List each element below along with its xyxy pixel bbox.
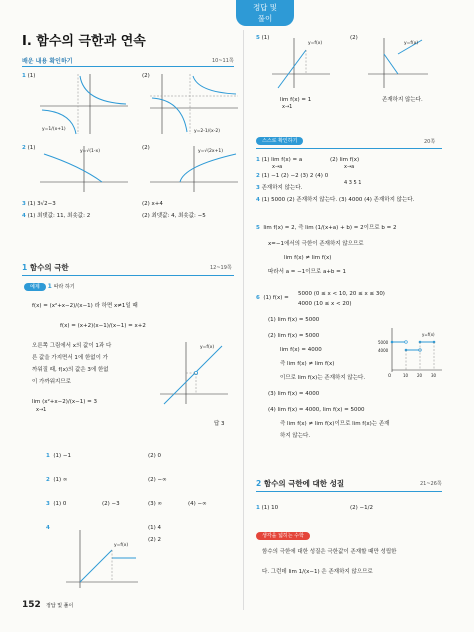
r-q5-graph-b-label: y=f(x) [404,41,419,46]
graph-1-1-label: y=1/(x+1) [42,127,66,132]
q2: 2 (1) ∞ [46,477,68,483]
q1b: (2) 0 [148,453,162,459]
r6-graph-origin: O [388,373,392,378]
r6-l3: lim f(x) = 4000 [280,347,322,353]
r-q5-ans-a: lim f(x) = 1 [280,97,312,103]
example-text-2: 른 값을 가지면서 1에 한없이 가 [32,355,108,361]
q1: 1 (1) −1 [46,453,71,459]
s1: 1 (1) lim f(x) = a [256,157,303,163]
example-f: f(x) = (x²+x−2)/(x−1) 라 하면 x≠1일 때 [32,303,138,309]
self-check-pages: 20쪽 [424,139,436,145]
s3: 3 존재하지 않는다. [256,185,303,191]
r6-l2: (2) lim f(x) = 5000 [268,333,320,339]
s1b-sub: x→a [344,164,355,170]
r5-line2: x=−1에서의 극한이 존재하지 않으므로 [268,241,364,247]
note-line2: 다. 그런데 lim 1/(x−1) 은 존재하지 않으므로 [262,569,373,575]
graph-2-2 [150,144,240,194]
note-line1: 함수의 극한에 대한 성질은 극한값이 존재할 때만 성립한 [262,549,397,555]
example-text-4: 이 가까워지므로 [32,379,71,385]
r-q5: 5 (1) [256,35,270,41]
r-q5b: (2) [350,35,358,41]
r6-graph-label: y=f(x) [422,332,435,337]
r6-head: 6 (1) f(x) = [256,295,289,301]
r5-line3: lim f(x) ≠ lim f(x) [284,255,332,261]
s3-extra: 4 3 5 1 [344,180,362,186]
problem-4b: (2) 최댓값: 4, 최솟값: −5 [142,213,206,219]
q4: 4 [46,525,50,531]
tab-line1: 정답 및 [252,3,278,12]
example-answer: 답 3 [214,421,225,427]
example-graph-label: y=f(x) [200,345,215,350]
r-q5-ans-b: 존재하지 않는다. [382,97,423,103]
r6-l7: (4) lim f(x) = 4000, lim f(x) = 5000 [268,407,365,413]
r6-graph-x2: 20 [417,373,423,378]
r6-l4: 즉 lim f(x) ≠ lim f(x) [280,361,335,367]
problem-2: 2 (1) [22,145,36,151]
problem-1b: (2) [142,73,150,79]
section-1-pages: 12~19쪽 [210,265,232,271]
s1-sub: x→a [272,164,283,170]
r6-graph-x1: 10 [403,373,409,378]
s1b: (2) lim f(x) [330,157,360,163]
section-2-rule [256,491,442,492]
graph-1-2-label: y=2-1/(x-2) [194,129,220,134]
r-q5-ans-a-sub: x→1 [282,104,293,110]
column-divider [243,30,244,610]
section-1-title: 1 함수의 극한 [22,263,69,272]
example-eq: f(x) = (x+2)(x−1)/(x−1) = x+2 [60,323,146,329]
section-tab [236,0,294,26]
r6-graph-y1: 5000 [378,340,389,345]
r5-line4: 따라서 a = −1이므로 a+b = 1 [268,269,347,275]
r-q5-graph-a-label: y=f(x) [308,41,323,46]
chapter-title: I. 함수의 극한과 연속 [22,34,146,49]
q3d: (4) −∞ [188,501,207,507]
r5-line1: 5 lim f(x) = 2, 즉 lim (1/(x+a) + b) = 2이므로 b = 2 [256,225,397,231]
s2: 2 (1) −1 (2) −2 (3) 2 (4) 0 [256,173,329,179]
example-graph [160,340,230,406]
graph-2-1 [40,144,130,194]
graph-2-1-label: y=√(1-x) [80,149,100,154]
s4: 4 (1) 5000 (2) 존재하지 않는다. (3) 4000 (4) 존재하지 않는다. [256,197,415,203]
r6-graph-y2: 4000 [378,348,389,353]
basic-section-title: 배운 내용 확인하기 [22,58,73,65]
r6-l5: 이므로 lim f(x)는 존재하지 않는다. [280,375,366,381]
r6-graph-x3: 30 [431,373,437,378]
graph-1-2 [150,72,240,136]
problem-3: 3 (1) 3√2−3 [22,201,56,207]
graph-2-2-label: y=√(2x+1) [198,149,223,154]
q4-graph [66,528,140,590]
r6-case2: 4000 (10 ≤ x < 20) [298,301,352,307]
q3c: (3) ∞ [148,501,163,507]
problem-1: 1 (1) [22,73,36,79]
self-check-label: 스스로 확인하기 [256,137,303,144]
q4-graph-label: y=f(x) [114,543,129,548]
self-check-rule [256,148,442,149]
tab-line2: 풀이 [257,14,273,23]
q3b: (2) −3 [102,501,120,507]
problem-2b: (2) [142,145,150,151]
section-2-pages: 21~26쪽 [420,481,442,487]
q3: 3 (1) 0 [46,501,67,507]
t1b: (2) −1/2 [350,505,373,511]
r-q5-graph-b [368,36,430,90]
problem-3b: (2) x+4 [142,201,163,207]
r6-l6: (3) lim f(x) = 4000 [268,391,320,397]
q4b: (2) 2 [148,537,162,543]
r6-l1: (1) lim f(x) = 5000 [268,317,320,323]
page-number: 152 [22,600,41,610]
example-result: lim (x²+x−2)/(x−1) = 3 [32,399,97,405]
r6-l8: 즉 lim f(x) ≠ lim f(x)이므로 lim f(x)는 존재 [280,421,390,427]
basic-section-pages: 10~11쪽 [212,58,234,64]
graph-1-1 [40,72,130,136]
example-label: 예제 1 따라 하기 [24,283,75,291]
section-rule [22,66,234,67]
footer-text: 정답 및 풀이 [46,603,74,609]
q4a: (1) 4 [148,525,162,531]
r6-l9: 하지 않는다. [280,433,311,439]
section-2-title: 2 함수의 극한에 대한 성질 [256,479,345,488]
note-label: 생각을 넓히는 수학 [256,532,310,539]
r6-graph [378,326,444,380]
example-text-3: 까워질 때, f(x)의 값은 3에 한없 [32,367,109,373]
example-result-sub: x→1 [36,407,47,413]
t1: 1 (1) 10 [256,505,279,511]
q2b: (2) −∞ [148,477,167,483]
r6-case1: 5000 (0 ≤ x < 10, 20 ≤ x ≤ 30) [298,291,385,297]
section-1-rule [22,275,234,276]
example-text-1: 오른쪽 그림에서 x의 값이 1과 다 [32,343,112,349]
problem-4: 4 (1) 최댓값: 11, 최솟값: 2 [22,213,91,219]
r-q5-graph-a [272,36,332,90]
